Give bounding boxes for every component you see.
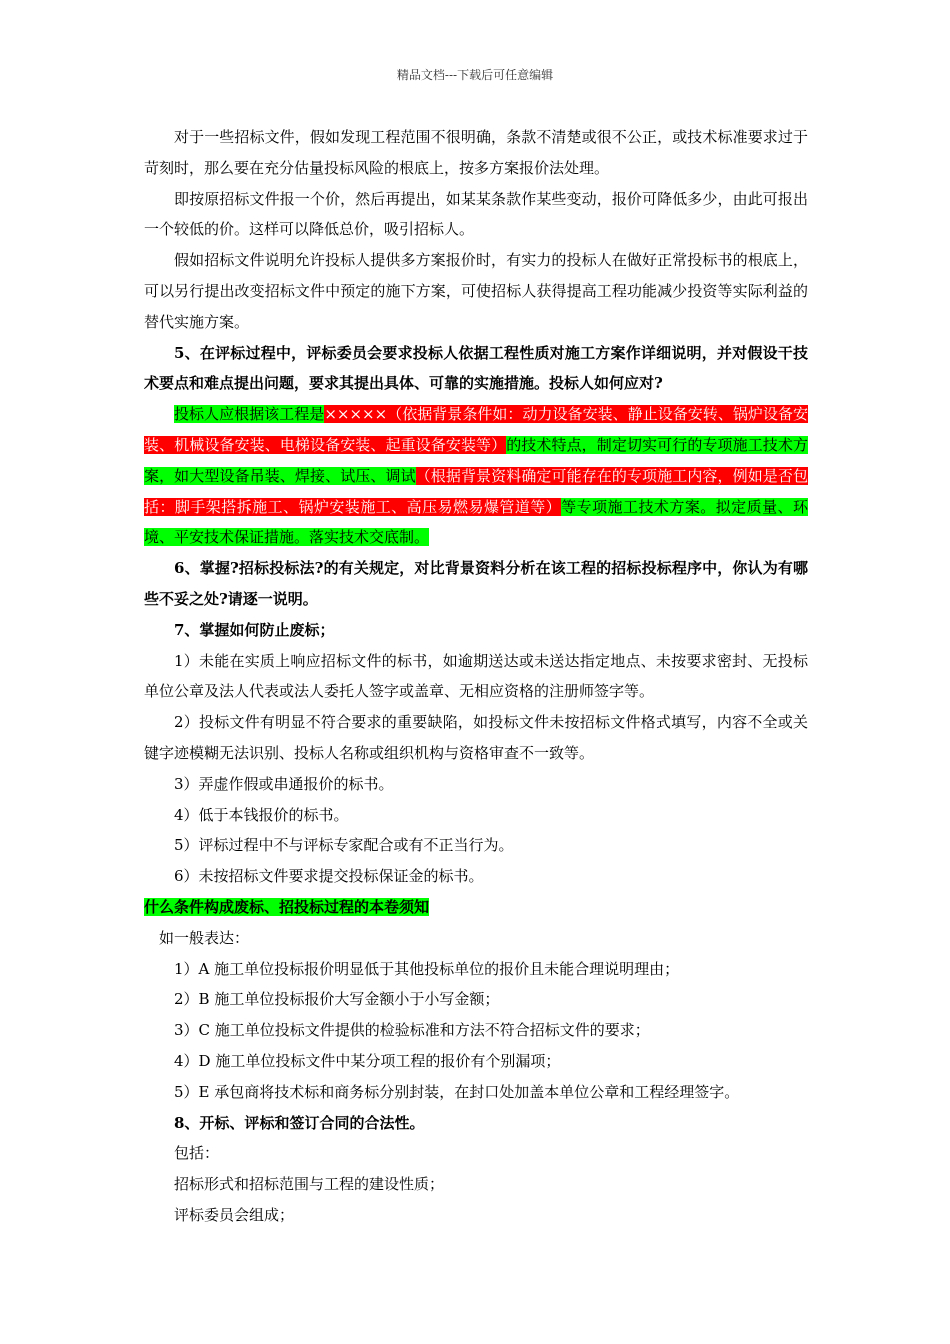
example-item-5: 5）E 承包商将技术标和商务标分别封装，在封口处加盖本单位公章和工程经理签字。 bbox=[174, 1082, 740, 1101]
question-6: 6、掌握?招标投标法?的有关规定，对比背景资料分析在该工程的招标投标程序中，你认为有哪些不妥之处?请逐一说明。 bbox=[144, 559, 808, 608]
q7-item-6: 6）未按招标文件要求提交投标保证金的标书。 bbox=[174, 867, 484, 886]
answer-5-green-3: 等专项施工技术方案。拟定质量、环境、平安技术保证措施。落实技术交底制。 bbox=[144, 497, 808, 547]
green-heading-row bbox=[144, 892, 808, 923]
q7-item-5: 5）评标过程中不与评标专家配合或有不正当行为。 bbox=[174, 836, 514, 855]
example-item-2: 2）B 施工单位投标报价大写金额小于小写金额； bbox=[174, 990, 500, 1009]
answer-5-red-1: ×××××（依据背景条件如：动力设备安装、静止设备安转、锅炉设备安装、机械设备安装、电梯设备安装、起重设备安装等） bbox=[144, 405, 808, 454]
answer-5-red-2: （根据背景资料确定可能存在的专项施工内容，例如是否包括：脚手架搭拆施工、锅炉安装施工、高压易燃易爆管道等） bbox=[144, 466, 808, 516]
paragraph-2: 即按原招标文件报一个价，然后再提出，如某某条款作某些变动，报价可降低多少，由此可报出一个较低的价。这样可以降低总价，吸引招标人。 bbox=[144, 189, 808, 239]
answer-5 bbox=[144, 399, 808, 553]
q7-item-3: 3）弄虚作假或串通报价的标书。 bbox=[174, 774, 394, 793]
paragraph-3: 假如招标文件说明允许投标人提供多方案报价时，有实力的投标人在做好正常投标书的根底上，可以另行提出改变招标文件中预定的施下方案，可使招标人获得提高工程功能减少投资等实际利益的替代实施方案。 bbox=[144, 251, 808, 331]
example-item-4: 4）D 施工单位投标文件中某分项工程的报价有个别漏项； bbox=[174, 1051, 561, 1070]
answer-5-green-1: 投标人应根据该工程是 bbox=[174, 405, 325, 424]
question-5: 5、在评标过程中，评标委员会要求投标人依据工程性质对施工方案作详细说明，并对假设干技术要点和难点提出问题，要求其提出具体、可靠的实施措施。投标人如何应对? bbox=[144, 343, 808, 393]
example-intro: 如一般表达： bbox=[159, 928, 250, 947]
document-body bbox=[144, 122, 808, 1231]
q8-line-1: 包括： bbox=[174, 1144, 220, 1163]
q7-item-1: 1）未能在实质上响应招标文件的标书，如逾期送达或未送达指定地点、未按要求密封、无投标单位公章及法人代表或法人委托人签字或盖章、无相应资格的注册师签字等。 bbox=[144, 651, 808, 701]
example-item-3: 3）C 施工单位投标文件提供的检验标准和方法不符合招标文件的要求； bbox=[174, 1021, 650, 1040]
page-header: 精品文档---下载后可任意编辑 bbox=[396, 68, 554, 82]
green-heading: 什么条件构成废标、招投标过程的本卷须知 bbox=[144, 897, 430, 916]
example-item-1: 1）A 施工单位投标报价明显低于其他投标单位的报价且未能合理说明理由； bbox=[174, 959, 680, 978]
answer-5-green-2: 的技术特点，制定切实可行的专项施工技术方案，如大型设备吊装、焊接、试压、调试 bbox=[144, 435, 808, 485]
question-7: 7、掌握如何防止废标； bbox=[174, 620, 335, 639]
q7-item-2: 2）投标文件有明显不符合要求的重要缺陷，如投标文件未按招标文件格式填写，内容不全或关键字迹模糊无法识别、投标人名称或组织机构与资格审查不一致等。 bbox=[144, 713, 808, 762]
question-8: 8、开标、评标和签订合同的合法性。 bbox=[174, 1113, 425, 1132]
q8-line-2: 招标形式和招标范围与工程的建设性质； bbox=[174, 1175, 445, 1194]
q7-item-4: 4）低于本钱报价的标书。 bbox=[174, 805, 349, 824]
q8-line-3: 评标委员会组成； bbox=[174, 1205, 295, 1224]
paragraph-1: 对于一些招标文件，假如发现工程范围不很明确，条款不清楚或很不公正，或技术标准要求过于苛刻时，那么要在充分估量投标风险的根底上，按多方案报价法处理。 bbox=[144, 128, 808, 177]
